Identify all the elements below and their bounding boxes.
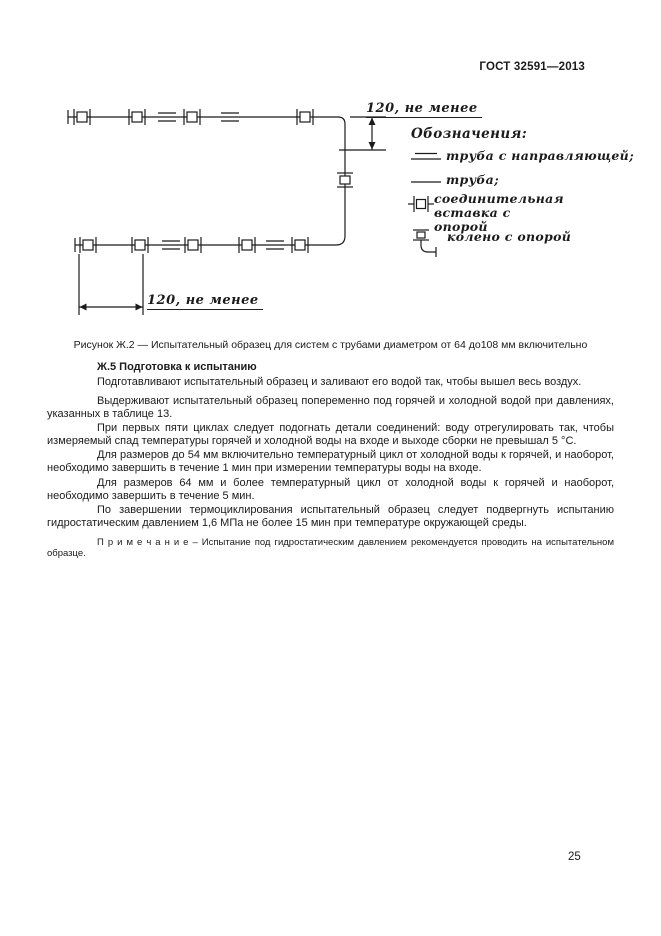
legend-item-elbow-label: колено с опорой bbox=[447, 229, 572, 244]
paragraph: Для размеров 64 мм и более температурный цикл от холодной воды к горячей и наоборот, необходимо завершить в течение 5 мин. bbox=[47, 476, 614, 502]
paragraph: При первых пяти циклах следует подогнать детали соединений: воду отрегулировать так, чтобы измеряемый спад температуры горячей и холодной воды на входе и выходе сборки не превышал 5 °С. bbox=[47, 422, 614, 448]
legend-item-pipe-with-guide-label: труба с направляющей; bbox=[446, 148, 634, 163]
section-body bbox=[47, 361, 614, 560]
dimension-bottom bbox=[79, 254, 143, 315]
legend-item-pipe-label: труба; bbox=[446, 172, 499, 187]
top-pipe-run bbox=[68, 109, 338, 125]
section-heading: Ж.5 Подготовка к испытанию bbox=[97, 361, 257, 373]
legend-symbol-pipe-with-guide bbox=[411, 154, 441, 160]
dimension-label-top: 120, не менее bbox=[366, 101, 482, 118]
doc-number: ГОСТ 32591—2013 bbox=[479, 61, 585, 73]
pipe-test-diagram bbox=[0, 88, 661, 340]
paragraph: По завершении термоциклирования испытательный образец следует подвергнуть испытанию гидростатическим давлением 1,6 МПа не более 15 мин при температуре окружающей среды. bbox=[47, 504, 614, 529]
legend-symbol-connection-insert bbox=[408, 196, 434, 212]
paragraph: Подготавливают испытательный образец и заливают его водой так, чтобы вышел весь воздух. bbox=[97, 375, 582, 388]
legend-item-connection-insert-label: соединительная вставка с опорой bbox=[434, 191, 564, 234]
legend-symbol-elbow bbox=[413, 230, 436, 257]
bottom-pipe-run bbox=[75, 237, 336, 253]
dimension-top bbox=[339, 117, 386, 150]
dimension-label-bottom: 120, не менее bbox=[147, 293, 263, 310]
figure-caption: Рисунок Ж.2 — Испытательный образец для систем с трубами диаметром от 64 до108 мм включительно bbox=[73, 339, 588, 351]
page-number: 25 bbox=[568, 851, 581, 863]
vertical-pipe bbox=[336, 117, 353, 245]
paragraph: Выдерживают испытательный образец попеременно под горячей и холодной водой при давлениях, указанных в таблице 13. bbox=[47, 394, 614, 420]
legend-title: Обозначения: bbox=[411, 126, 528, 142]
paragraph: Для размеров до 54 мм включительно температурный цикл от холодной воды к горячей, и наоборот, необходимо завершить в течение 1 мин при измерении температуры воды на входе. bbox=[47, 449, 614, 475]
note: П р и м е ч а н и е – Испытание под гидростатическим давлением рекомендуется проводить на испытательном образце. bbox=[47, 536, 614, 560]
